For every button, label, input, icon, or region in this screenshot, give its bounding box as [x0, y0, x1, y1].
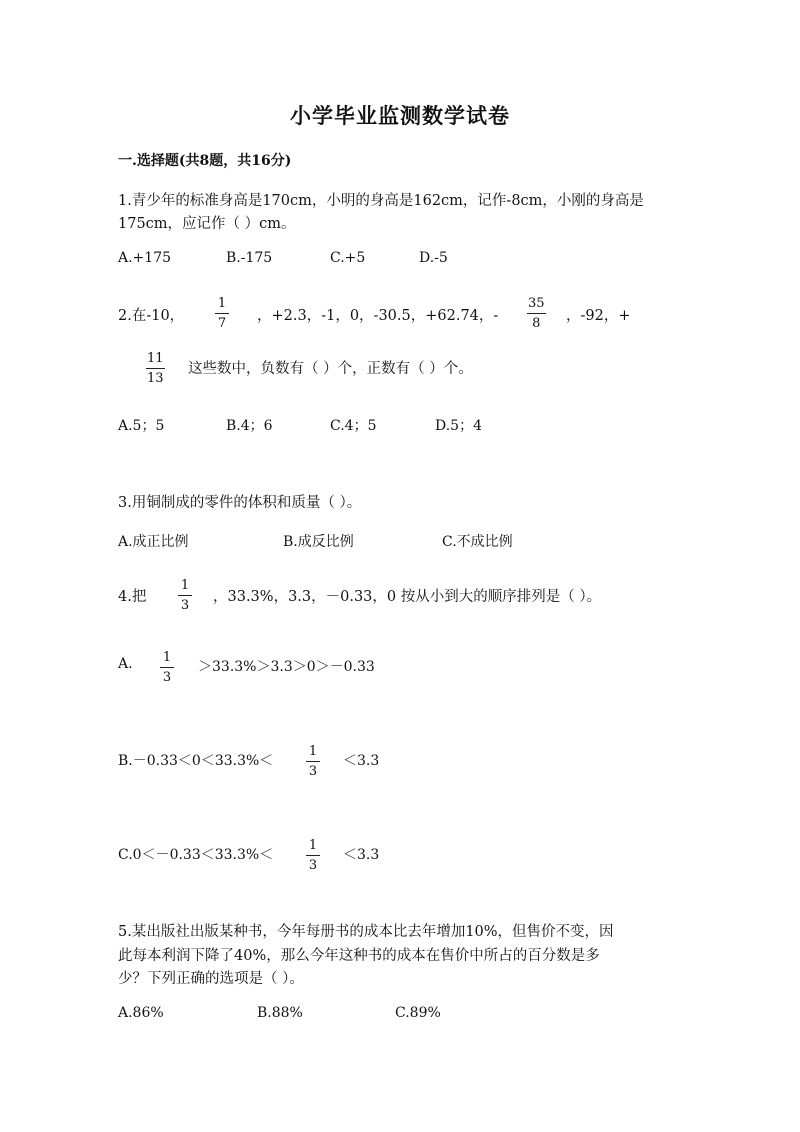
- question-2-option-b[interactable]: B.4；6: [226, 418, 273, 434]
- fraction-denominator: 3: [180, 598, 190, 613]
- question-1-option-c[interactable]: C.+5: [330, 250, 366, 266]
- question-2-prefix: 2.在-10，: [118, 308, 185, 324]
- question-4-fraction: [178, 578, 192, 613]
- fraction-denominator: 13: [147, 371, 164, 386]
- fraction-numerator: 1: [178, 578, 192, 596]
- fraction-numerator: 1: [306, 838, 320, 856]
- question-1-option-a[interactable]: A.+175: [118, 250, 172, 266]
- question-1-line-1: 1.青少年的标准身高是170cm，小明的身高是162cm，记作-8cm，小刚的身高是: [118, 193, 644, 209]
- question-2-suffix: ，-92，+: [566, 308, 631, 324]
- question-2-line-2: 这些数中，负数有（ ）个，正数有（ ）个。: [188, 361, 473, 377]
- question-1-option-d[interactable]: D.-5: [419, 250, 448, 266]
- fraction-numerator: 1: [160, 650, 174, 668]
- question-4-option-c-prefix[interactable]: C.0＜－0.33＜33.3%＜: [118, 847, 274, 863]
- question-2-fraction-1: [215, 296, 229, 331]
- question-4-option-a-text[interactable]: ＞33.3%＞3.3＞0＞－0.33: [198, 659, 375, 675]
- fraction-denominator: 3: [162, 670, 172, 685]
- section-heading: 一.选择题(共8题，共16分): [118, 153, 292, 169]
- fraction-denominator: 7: [217, 316, 227, 331]
- fraction-numerator: 1: [215, 296, 229, 314]
- fraction-numerator: 35: [527, 296, 546, 314]
- fraction-numerator: 11: [146, 351, 165, 369]
- question-3-option-a[interactable]: A.成正比例: [118, 534, 189, 550]
- fraction-denominator: 3: [308, 764, 318, 779]
- question-3-text: 3.用铜制成的零件的体积和质量（ ）。: [118, 495, 362, 511]
- question-5-option-a[interactable]: A.86%: [118, 1005, 164, 1021]
- question-5-line-2: 此每本利润下降了40%，那么今年这种书的成本在售价中所占的百分数是多: [118, 948, 600, 964]
- question-3-option-b[interactable]: B.成反比例: [283, 534, 354, 550]
- question-4-option-b-suffix[interactable]: ＜3.3: [343, 753, 380, 769]
- question-4-option-c-suffix[interactable]: ＜3.3: [343, 847, 380, 863]
- question-5-option-c[interactable]: C.89%: [395, 1005, 441, 1021]
- fraction-denominator: 8: [532, 316, 541, 331]
- question-3-option-c[interactable]: C.不成比例: [442, 534, 513, 550]
- question-4-option-b-fraction: [306, 744, 320, 779]
- question-5-line-3: 少？下列正确的选项是（ ）。: [118, 971, 304, 987]
- question-1-line-2: 175cm，应记作（ ）cm。: [118, 216, 296, 232]
- question-5-line-1: 5.某出版社出版某种书，今年每册书的成本比去年增加10%，但售价不变，因: [118, 924, 614, 940]
- question-1-option-b[interactable]: B.-175: [226, 250, 273, 266]
- question-4-option-a-label[interactable]: A.: [118, 656, 133, 672]
- question-2-middle: ，+2.3，-1，0，-30.5，+62.74，-: [257, 308, 499, 324]
- question-2-option-d[interactable]: D.5；4: [435, 418, 482, 434]
- question-5-option-b[interactable]: B.88%: [257, 1005, 303, 1021]
- question-2-option-a[interactable]: A.5；5: [118, 418, 165, 434]
- page-title: 小学毕业监测数学试卷: [290, 103, 510, 128]
- question-4-prefix: 4.把: [118, 589, 147, 605]
- question-2-fraction-3: [146, 351, 165, 386]
- question-4-suffix: ，33.3%，3.3，－0.33，0 按从小到大的顺序排列是（ ）。: [213, 589, 602, 605]
- question-4-option-a-fraction: [160, 650, 174, 685]
- fraction-numerator: 1: [306, 744, 320, 762]
- question-4-option-c-fraction: [306, 838, 320, 873]
- question-2-fraction-2: [527, 296, 546, 331]
- question-2-option-c[interactable]: C.4；5: [330, 418, 377, 434]
- fraction-denominator: 3: [308, 858, 318, 873]
- question-4-option-b-prefix[interactable]: B.－0.33＜0＜33.3%＜: [118, 753, 274, 769]
